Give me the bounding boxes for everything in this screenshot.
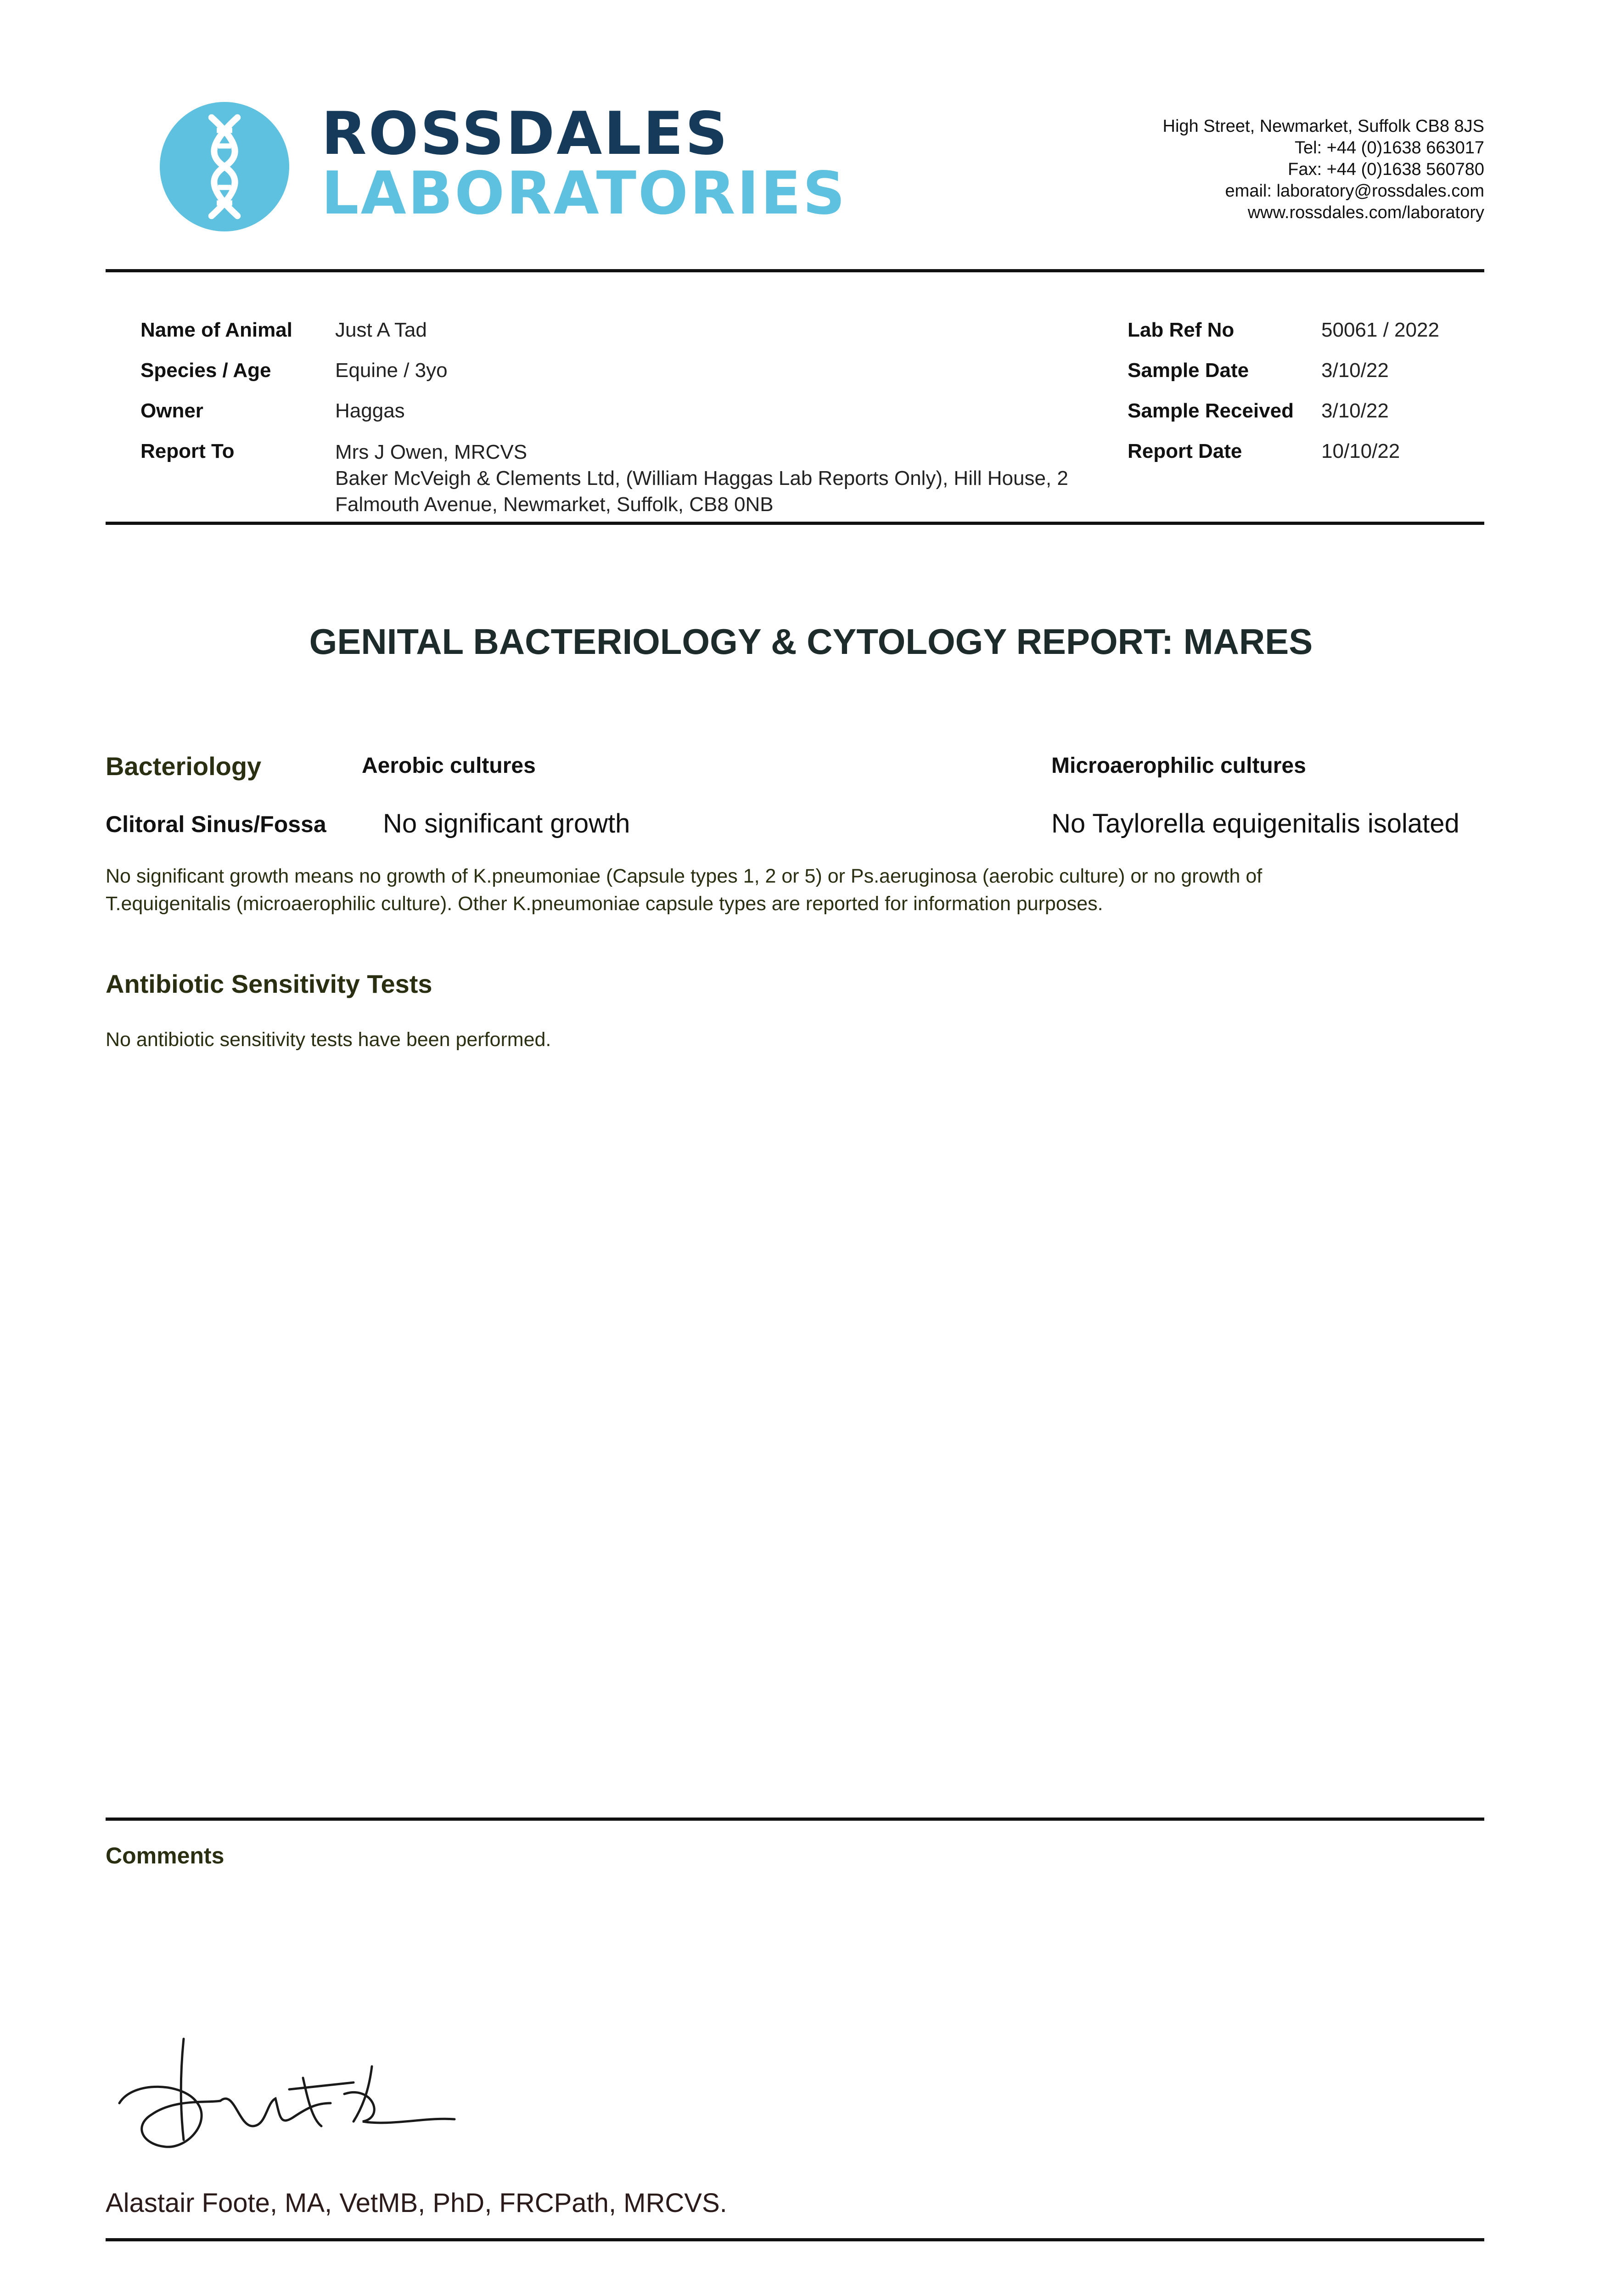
- species-age-label: Species / Age: [140, 359, 271, 382]
- sample-date-label: Sample Date: [1128, 359, 1249, 382]
- sample-date-value: 3/10/22: [1321, 359, 1389, 382]
- report-to-value: [335, 439, 1134, 518]
- owner-value: Haggas: [335, 400, 405, 422]
- brand-name-line1: ROSSDALES: [321, 100, 730, 168]
- animal-name-value: Just A Tad: [335, 319, 427, 341]
- contact-block: [1163, 116, 1484, 224]
- contact-tel: Tel: +44 (0)1638 663017: [1294, 138, 1484, 158]
- comments-label: Comments: [106, 1843, 224, 1868]
- microaerophilic-cultures-header: Microaerophilic cultures: [1051, 754, 1306, 778]
- sample-received-label: Sample Received: [1128, 400, 1294, 422]
- note-line: T.equigenitalis (microaerophilic culture). Other K.pneumoniae capsule types are reported for information purposes.: [106, 893, 1103, 915]
- animal-name-label: Name of Animal: [140, 319, 292, 341]
- antibiotic-text: No antibiotic sensitivity tests have been performed.: [106, 1029, 551, 1051]
- signature-image: [115, 2034, 464, 2158]
- report-date-label: Report Date: [1128, 440, 1242, 462]
- sample-site-label: Clitoral Sinus/Fossa: [106, 811, 326, 837]
- report-date-value: 10/10/22: [1321, 440, 1400, 462]
- lab-ref-value: 50061 / 2022: [1321, 319, 1439, 341]
- contact-website: www.rossdales.com/laboratory: [1247, 203, 1484, 222]
- contact-email: email: laboratory@rossdales.com: [1225, 181, 1484, 201]
- sample-received-value: 3/10/22: [1321, 400, 1389, 422]
- divider: [106, 2238, 1484, 2241]
- report-to-line: Falmouth Avenue, Newmarket, Suffolk, CB8 0NB: [335, 493, 774, 516]
- contact-address: High Street, Newmarket, Suffolk CB8 8JS: [1162, 117, 1484, 136]
- antibiotic-heading: Antibiotic Sensitivity Tests: [106, 969, 432, 998]
- signatory-name: Alastair Foote, MA, VetMB, PhD, FRCPath, MRCVS.: [106, 2188, 727, 2218]
- species-age-value: Equine / 3yo: [335, 359, 448, 382]
- lab-ref-label: Lab Ref No: [1128, 319, 1235, 341]
- bacteriology-note: [106, 862, 1437, 917]
- report-title: GENITAL BACTERIOLOGY & CYTOLOGY REPORT: MARES: [309, 621, 1313, 662]
- owner-label: Owner: [140, 400, 203, 422]
- divider: [106, 269, 1484, 272]
- aerobic-cultures-header: Aerobic cultures: [362, 754, 536, 778]
- divider: [106, 1818, 1484, 1821]
- divider: [106, 522, 1484, 525]
- report-to-line: Mrs J Owen, MRCVS: [335, 441, 528, 463]
- note-line: No significant growth means no growth of K.pneumoniae (Capsule types 1, 2 or 5) or Ps.aeruginosa (aerobic culture) or no growth of: [106, 865, 1263, 887]
- bacteriology-heading: Bacteriology: [106, 752, 262, 781]
- microaerophilic-result: No Taylorella equigenitalis isolated: [1051, 809, 1459, 838]
- report-to-line: Baker McVeigh & Clements Ltd, (William Haggas Lab Reports Only), Hill House, 2: [335, 467, 1068, 490]
- contact-fax: Fax: +44 (0)1638 560780: [1288, 160, 1484, 179]
- aerobic-result: No significant growth: [383, 809, 630, 838]
- report-to-label: Report To: [140, 440, 235, 462]
- brand-name-line2: LABORATORIES: [321, 159, 847, 228]
- dna-helix-icon: [160, 102, 289, 231]
